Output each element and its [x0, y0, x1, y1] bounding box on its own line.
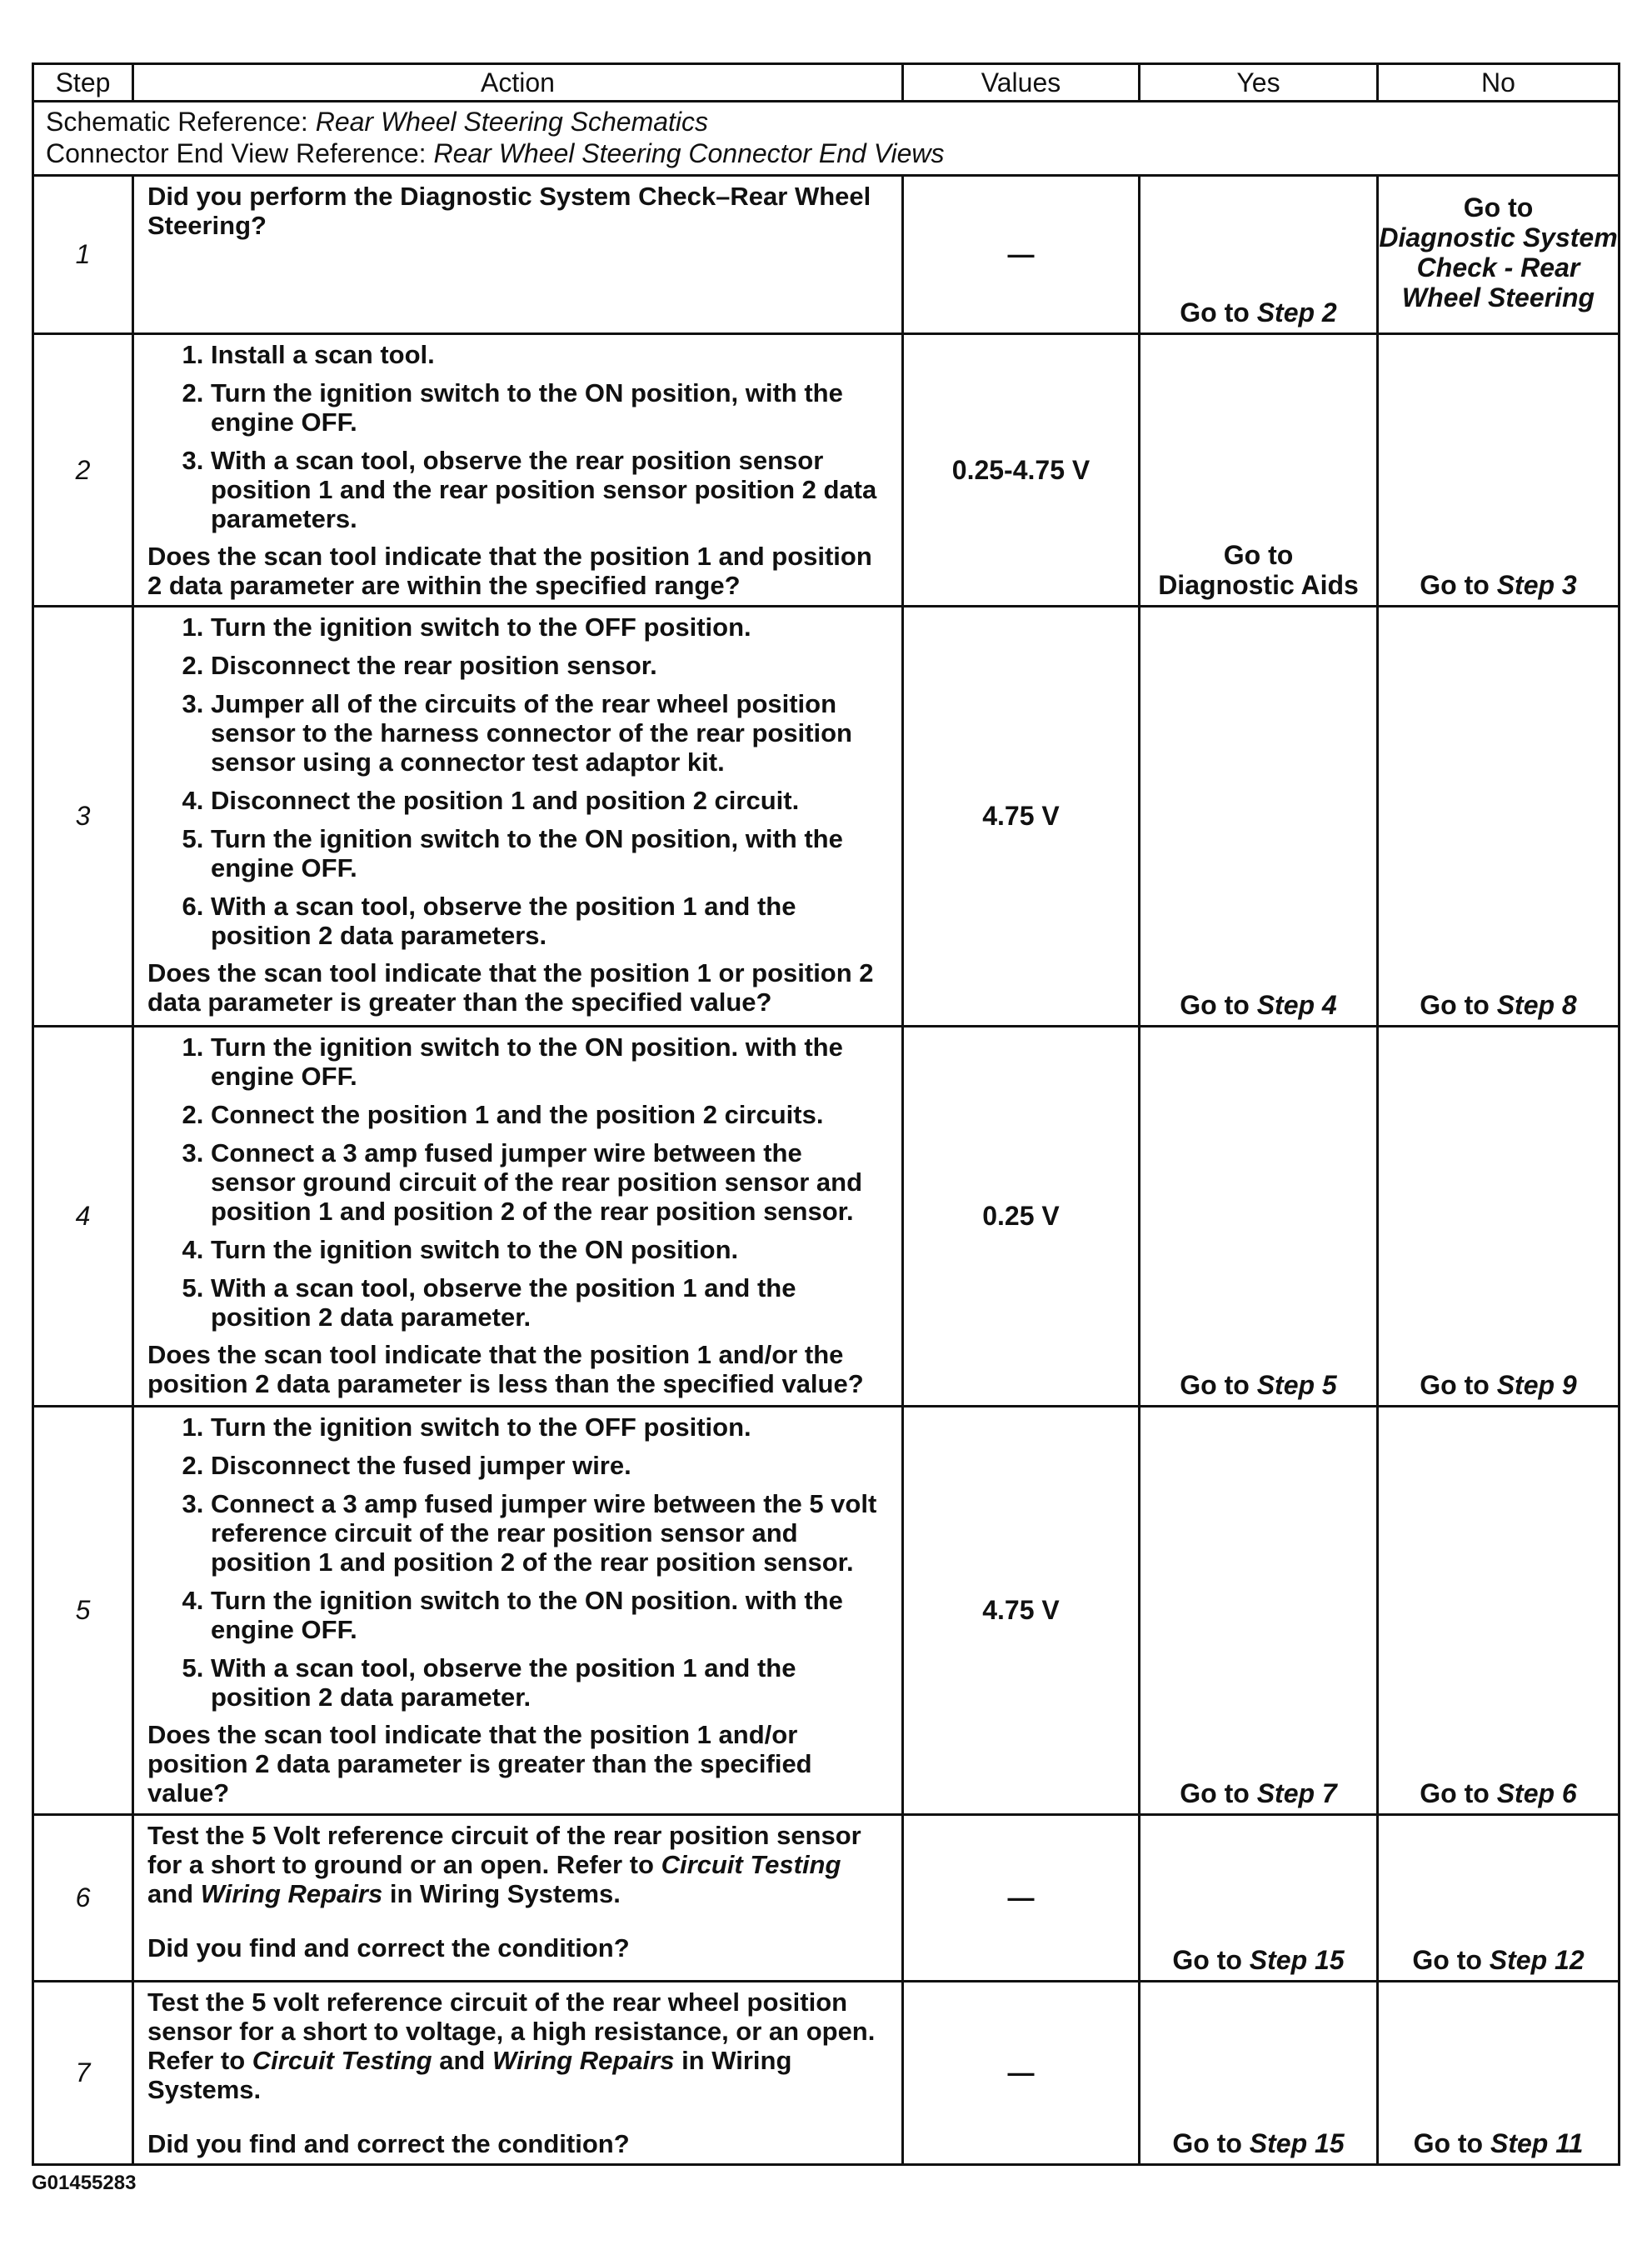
action-cell [133, 1027, 903, 1407]
schematic-reference-value: Rear Wheel Steering Schematics [315, 107, 709, 137]
action-question: Does the scan tool indicate that the position 1 and position 2 data parameter are within the specified range? [147, 542, 872, 600]
yes-goto-link[interactable]: Step 15 [1249, 2128, 1345, 2158]
header-step: Step [33, 64, 133, 102]
yes-goto-prefix: Go to [1172, 2128, 1242, 2158]
no-cell [1378, 1982, 1620, 2165]
action-cell [133, 1815, 903, 1982]
action-intro: Did you perform the Diagnostic System Check–Rear Wheel Steering? [147, 182, 871, 240]
yes-goto-link[interactable]: Step 7 [1256, 1778, 1337, 1808]
action-steps-list [147, 612, 890, 950]
action-cell [133, 334, 903, 607]
yes-cell [1140, 1027, 1378, 1407]
step-number: 7 [33, 1982, 133, 2165]
step-number: 4 [33, 1027, 133, 1407]
value-cell: — [903, 176, 1140, 334]
no-goto-prefix: Go to [1420, 570, 1490, 600]
yes-cell [1140, 176, 1378, 334]
step-row [33, 1982, 1620, 2165]
step-row [33, 176, 1620, 334]
action-intro [147, 1821, 890, 1908]
step-row [33, 607, 1620, 1027]
no-cell [1378, 1407, 1620, 1815]
no-goto-prefix: Go to [1413, 2128, 1484, 2158]
action-question: Does the scan tool indicate that the position 1 or position 2 data parameter is greater than the specified value? [147, 958, 874, 1017]
action-step-item: 1. Turn the ignition switch to the OFF position. [211, 1412, 890, 1442]
action-intro-part: and [147, 1879, 201, 1908]
yes-goto-prefix: Go to [1180, 990, 1250, 1020]
yes-cell [1140, 334, 1378, 607]
action-step-item: 4. Disconnect the position 1 and position 2 circuit. [211, 786, 890, 815]
reference-row [33, 102, 1620, 176]
schematic-reference [46, 106, 1606, 138]
action-question: Does the scan tool indicate that the position 1 and/or position 2 data parameter is greater than the specified value? [147, 1720, 812, 1808]
yes-goto-prefix: Go to [1172, 1945, 1242, 1975]
step-number: 1 [33, 176, 133, 334]
header-values: Values [903, 64, 1140, 102]
action-intro-part: Circuit Testing [252, 2046, 432, 2075]
action-step-item: 1. Install a scan tool. [211, 340, 890, 369]
action-steps-list [147, 1412, 890, 1712]
no-goto-prefix: Go to [1420, 1370, 1490, 1400]
yes-goto-prefix: Go to [1223, 540, 1294, 570]
no-goto-link[interactable]: Step 6 [1496, 1778, 1577, 1808]
no-goto-prefix: Go to [1463, 192, 1534, 222]
action-steps-list [147, 340, 890, 533]
action-step-item: 1. Turn the ignition switch to the ON position. with the engine OFF. [211, 1032, 890, 1091]
action-step-item: 4. Turn the ignition switch to the ON position. [211, 1235, 890, 1264]
no-goto-prefix: Go to [1420, 1778, 1490, 1808]
connector-reference [46, 138, 1606, 169]
action-step-item: 3. Connect a 3 amp fused jumper wire between the sensor ground circuit of the rear position sensor and position 1 and position 2 of the rear position sensor. [211, 1138, 890, 1226]
value-cell: — [903, 1815, 1140, 1982]
no-cell [1378, 176, 1620, 334]
header-no: No [1378, 64, 1620, 102]
value-cell: 0.25-4.75 V [903, 334, 1140, 607]
yes-goto-link[interactable]: Step 4 [1256, 990, 1337, 1020]
action-cell [133, 1407, 903, 1815]
reference-cell [33, 102, 1620, 176]
action-step-item: 5. With a scan tool, observe the position 1 and the position 2 data parameter. [211, 1273, 890, 1332]
yes-goto-prefix: Go to [1180, 298, 1250, 328]
action-cell [133, 607, 903, 1027]
action-intro-part: in Wiring Systems. [147, 2046, 792, 2104]
action-intro-part: Wiring Repairs [492, 2046, 675, 2075]
step-row [33, 1027, 1620, 1407]
no-cell [1378, 1815, 1620, 1982]
value-cell: — [903, 1982, 1140, 2165]
action-intro-part: Test the 5 Volt reference circuit of the rear position sensor for a short to ground or an open. Refer to [147, 1821, 861, 1879]
yes-goto-link[interactable]: Diagnostic Aids [1158, 570, 1359, 600]
yes-cell [1140, 607, 1378, 1027]
value-cell: 4.75 V [903, 1407, 1140, 1815]
no-goto-link[interactable]: Step 11 [1490, 2128, 1584, 2158]
no-goto-link[interactable]: Step 3 [1496, 570, 1577, 600]
connector-reference-value: Rear Wheel Steering Connector End Views [433, 138, 945, 168]
action-intro-part: Circuit Testing [661, 1850, 841, 1879]
step-number: 6 [33, 1815, 133, 1982]
yes-goto-link[interactable]: Step 15 [1249, 1945, 1345, 1975]
yes-cell [1140, 1815, 1378, 1982]
no-goto-link[interactable]: Step 9 [1496, 1370, 1577, 1400]
action-step-item: 3. With a scan tool, observe the rear position sensor position 1 and the rear position sensor position 2 data parameters. [211, 446, 890, 533]
schematic-reference-label: Schematic Reference: [46, 107, 308, 137]
action-intro [147, 1988, 890, 2104]
action-step-item: 3. Jumper all of the circuits of the rear wheel position sensor to the harness connector of the rear position sensor using a connector test adaptor kit. [211, 689, 890, 777]
no-goto-link[interactable]: Step 8 [1496, 990, 1577, 1020]
action-step-item: 5. Turn the ignition switch to the ON position, with the engine OFF. [211, 824, 890, 882]
action-step-item: 2. Connect the position 1 and the position 2 circuits. [211, 1100, 890, 1129]
no-goto-prefix: Go to [1412, 1945, 1482, 1975]
action-step-item: 1. Turn the ignition switch to the OFF position. [211, 612, 890, 642]
diagnostic-table [32, 62, 1620, 2166]
step-number: 3 [33, 607, 133, 1027]
header-action: Action [133, 64, 903, 102]
yes-goto-prefix: Go to [1180, 1778, 1250, 1808]
yes-cell [1140, 1407, 1378, 1815]
action-intro-part: and [432, 2046, 492, 2075]
yes-goto-link[interactable]: Step 2 [1256, 298, 1337, 328]
action-step-item: 2. Disconnect the rear position sensor. [211, 651, 890, 680]
action-step-item: 2. Disconnect the fused jumper wire. [211, 1451, 890, 1480]
action-intro-part: in Wiring Systems. [382, 1879, 621, 1908]
header-yes: Yes [1140, 64, 1378, 102]
yes-goto-prefix: Go to [1180, 1370, 1250, 1400]
action-steps-list [147, 1032, 890, 1332]
table-body [33, 102, 1620, 2165]
step-number: 5 [33, 1407, 133, 1815]
no-goto-link[interactable]: Step 12 [1489, 1945, 1585, 1975]
action-cell [133, 1982, 903, 2165]
yes-cell [1140, 1982, 1378, 2165]
action-cell [133, 176, 903, 334]
action-intro-part: Test the 5 volt reference circuit of the rear wheel position sensor for a short to voltage, a high resistance, or an open. Refer to [147, 1988, 876, 2075]
action-question: Does the scan tool indicate that the position 1 and/or the position 2 data parameter is less than the specified value? [147, 1340, 864, 1398]
action-step-item: 4. Turn the ignition switch to the ON position. with the engine OFF. [211, 1586, 890, 1644]
no-cell [1378, 607, 1620, 1027]
value-cell: 4.75 V [903, 607, 1140, 1027]
no-cell [1378, 334, 1620, 607]
action-intro-part: Wiring Repairs [200, 1879, 383, 1908]
action-step-item: 3. Connect a 3 amp fused jumper wire between the 5 volt reference circuit of the rear position sensor and position 1 and position 2 of the rear position sensor. [211, 1489, 890, 1577]
image-id-label: G01455283 [32, 2172, 137, 2194]
no-cell [1378, 1027, 1620, 1407]
yes-goto-link[interactable]: Step 5 [1256, 1370, 1337, 1400]
step-number: 2 [33, 334, 133, 607]
step-row [33, 1407, 1620, 1815]
connector-reference-label: Connector End View Reference: [46, 138, 427, 168]
no-goto-prefix: Go to [1420, 990, 1490, 1020]
header-row [33, 64, 1620, 102]
action-step-item: 5. With a scan tool, observe the position 1 and the position 2 data parameter. [211, 1653, 890, 1712]
action-question: Did you find and correct the condition? [147, 1933, 630, 1962]
step-row [33, 1815, 1620, 1982]
value-cell: 0.25 V [903, 1027, 1140, 1407]
action-step-item: 2. Turn the ignition switch to the ON position, with the engine OFF. [211, 378, 890, 437]
action-question: Did you find and correct the condition? [147, 2129, 630, 2158]
step-row [33, 334, 1620, 607]
action-step-item: 6. With a scan tool, observe the position 1 and the position 2 data parameters. [211, 892, 890, 950]
no-goto-link[interactable]: Diagnostic System Check - Rear Wheel Steering [1379, 222, 1618, 312]
